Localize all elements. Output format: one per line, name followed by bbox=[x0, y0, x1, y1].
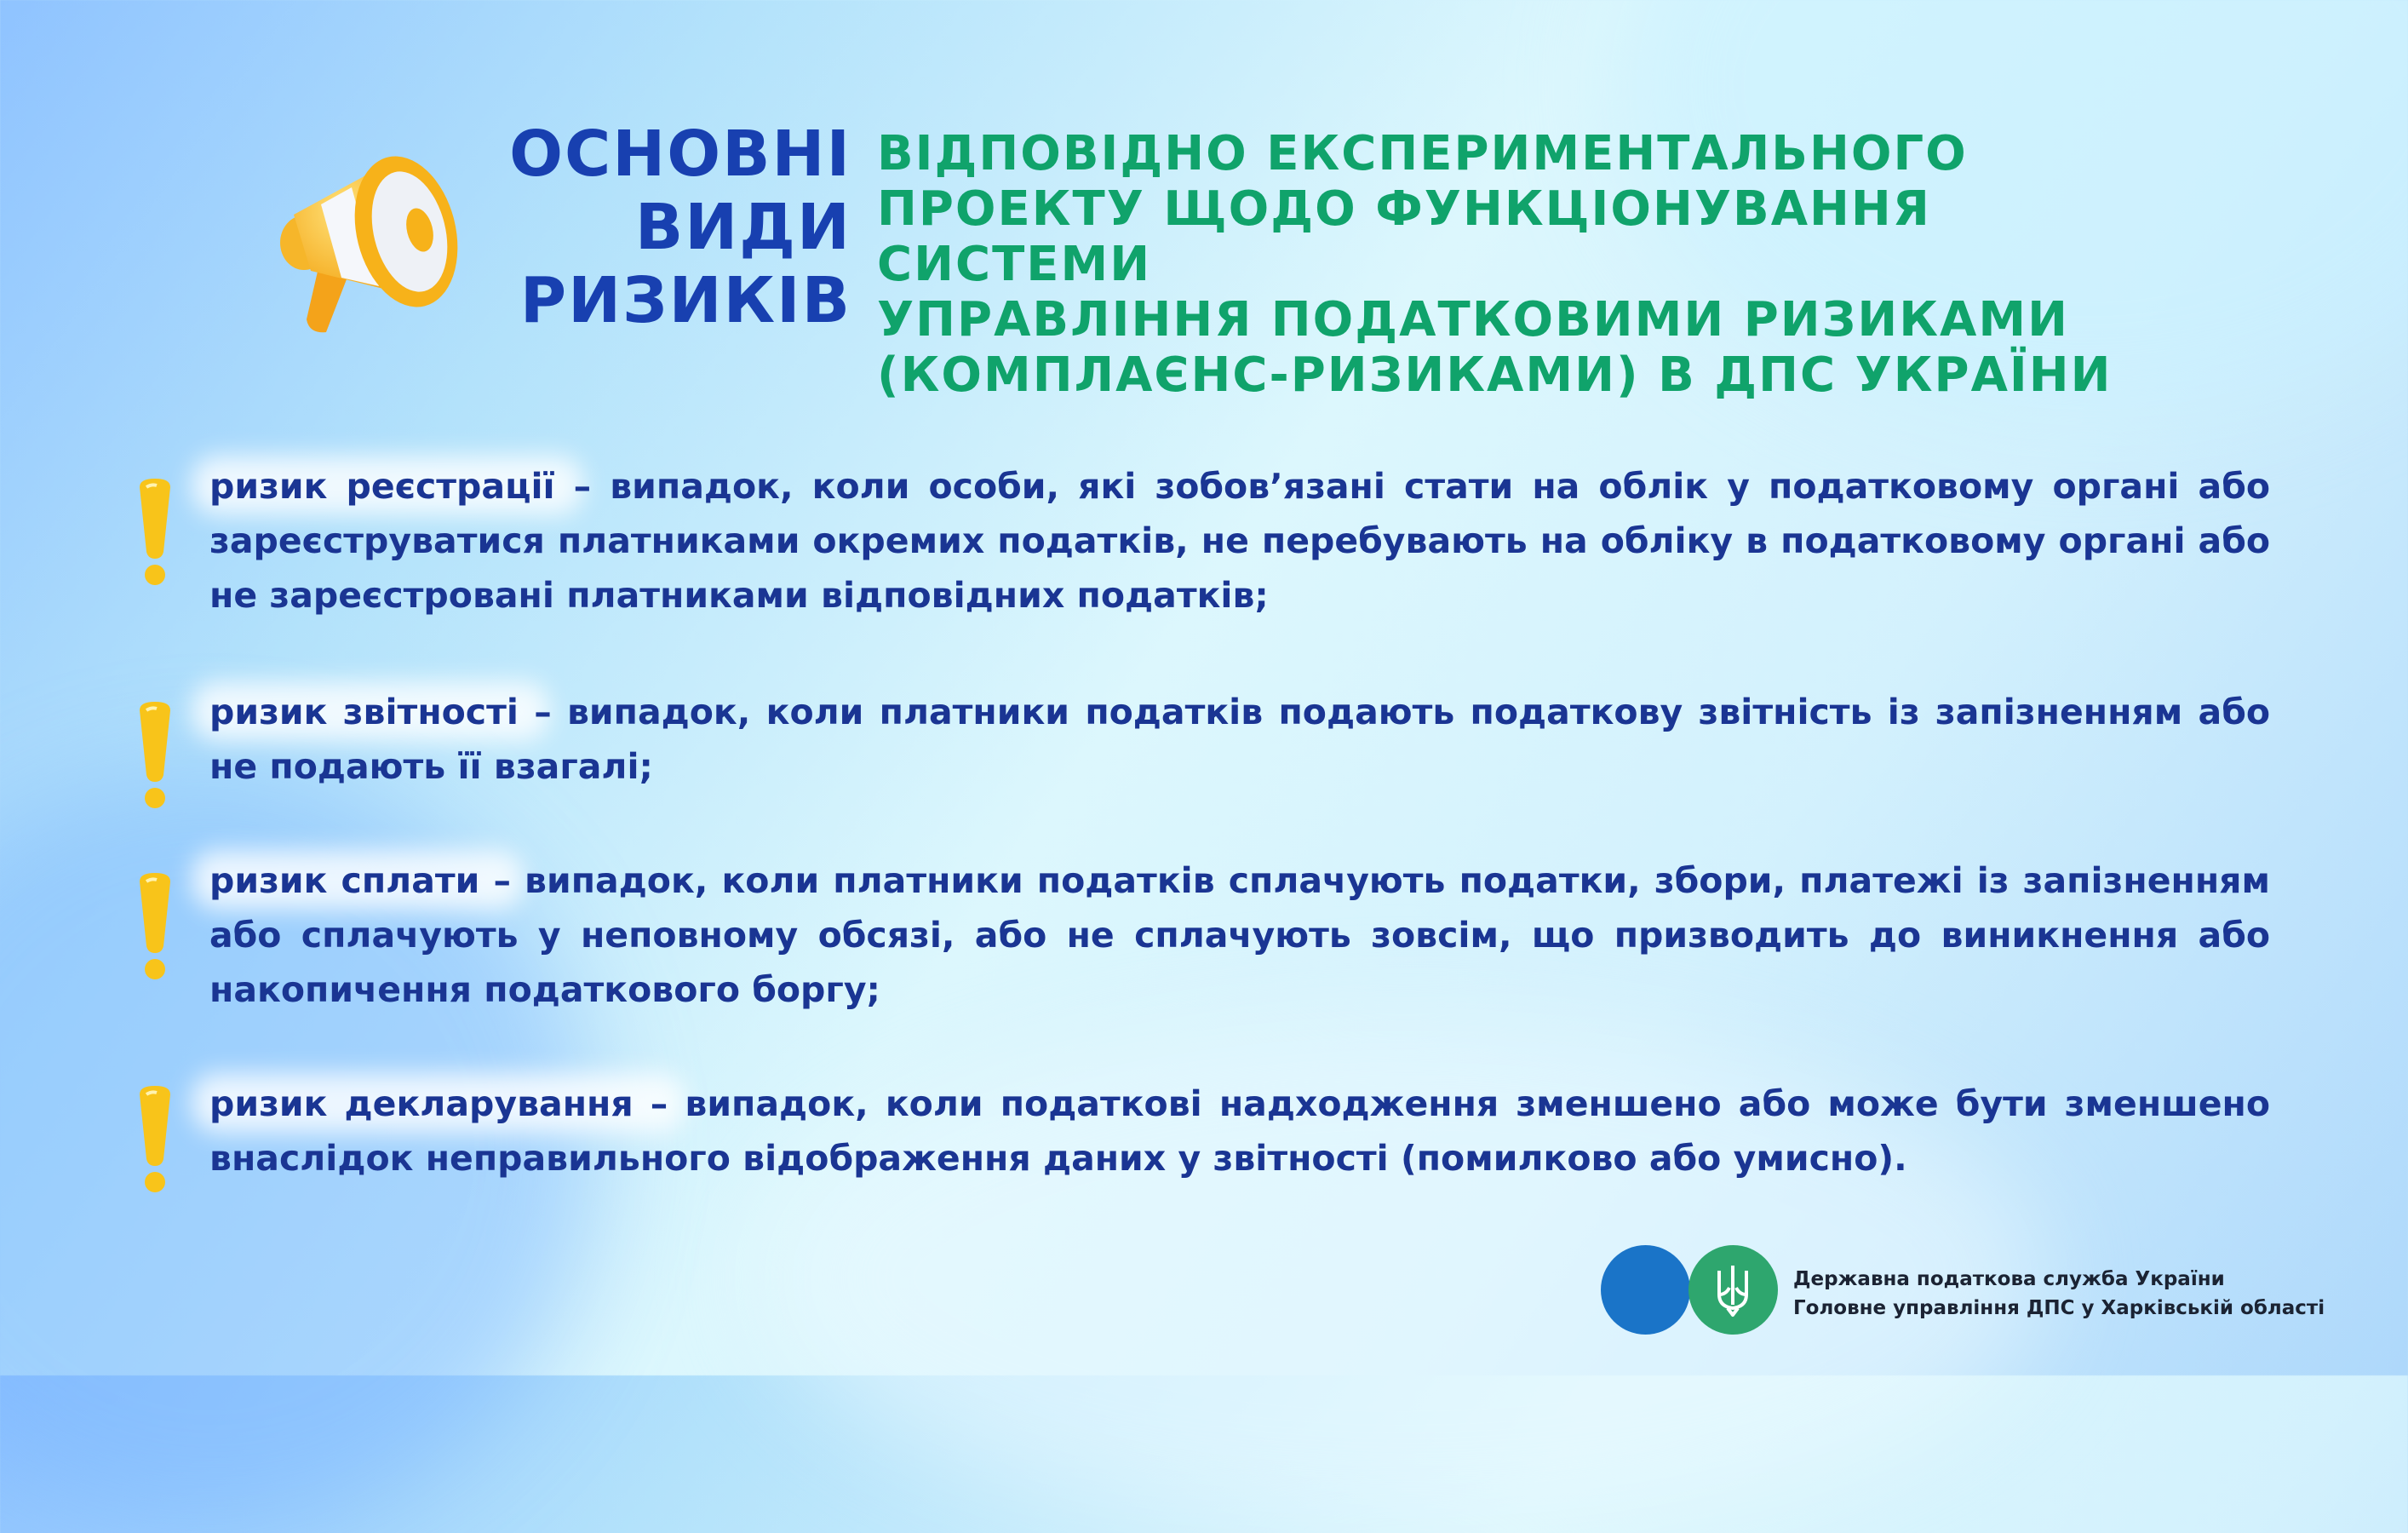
subtitle bbox=[877, 126, 2205, 403]
subtitle-line: (КОМПЛАЄНС-РИЗИКАМИ) В ДПС УКРАЇНИ bbox=[877, 347, 2113, 403]
exclamation-icon bbox=[135, 700, 175, 811]
subtitle-line: ПРОЕКТУ ЩОДО ФУНКЦІОНУВАННЯ СИСТЕМИ bbox=[877, 181, 1931, 292]
logo-circle-blue bbox=[1601, 1245, 1690, 1335]
main-title bbox=[460, 118, 851, 337]
item-text: ризик сплати – випадок, коли платники податків сплачують податки, збори, платежі із запізненням або сплачують у неповному обсязі, або не сплачують зовсім, що призводить до виникнення або накопичення податкового боргу; bbox=[209, 860, 2270, 1010]
title-line: ВИДИ bbox=[634, 191, 851, 264]
subtitle-line: ВІДПОВІДНО ЕКСПЕРИМЕНТАЛЬНОГО bbox=[877, 126, 1968, 181]
item-text: ризик реєстрації – випадок, коли особи, які зобов’язані стати на облік у податковому органі або зареєструватися платниками окремих податків, не перебувають на обліку в податковому органі або не зареєстровані платниками відповідних податків; bbox=[209, 466, 2270, 616]
item-text: ризик звітності – випадок, коли платники податків подають податкову звітність із запізненням або не подають її взагалі; bbox=[209, 692, 2270, 787]
exclamation-icon bbox=[135, 871, 175, 982]
subtitle-line: УПРАВЛІННЯ ПОДАТКОВИМИ РИЗИКАМИ bbox=[877, 292, 2069, 347]
exclamation-icon bbox=[135, 477, 175, 588]
logo-circle-green bbox=[1688, 1245, 1778, 1335]
footer-line: Головне управління ДПС у Харківській області bbox=[1793, 1297, 2325, 1319]
exclamation-icon bbox=[135, 1084, 175, 1195]
megaphone-icon bbox=[260, 136, 464, 349]
footer-line: Державна податкова служба України bbox=[1793, 1268, 2225, 1290]
title-line: ОСНОВНІ bbox=[509, 118, 851, 191]
footer-organization bbox=[1793, 1265, 2372, 1323]
item-text: ризик декларування – випадок, коли податкові надходження зменшено або може бути зменшено внаслідок неправильного відображення даних у звітності (помилково або умисно). bbox=[209, 1083, 2270, 1179]
trident-icon bbox=[1688, 1245, 1778, 1335]
title-line: РИЗИКІВ bbox=[519, 264, 851, 337]
